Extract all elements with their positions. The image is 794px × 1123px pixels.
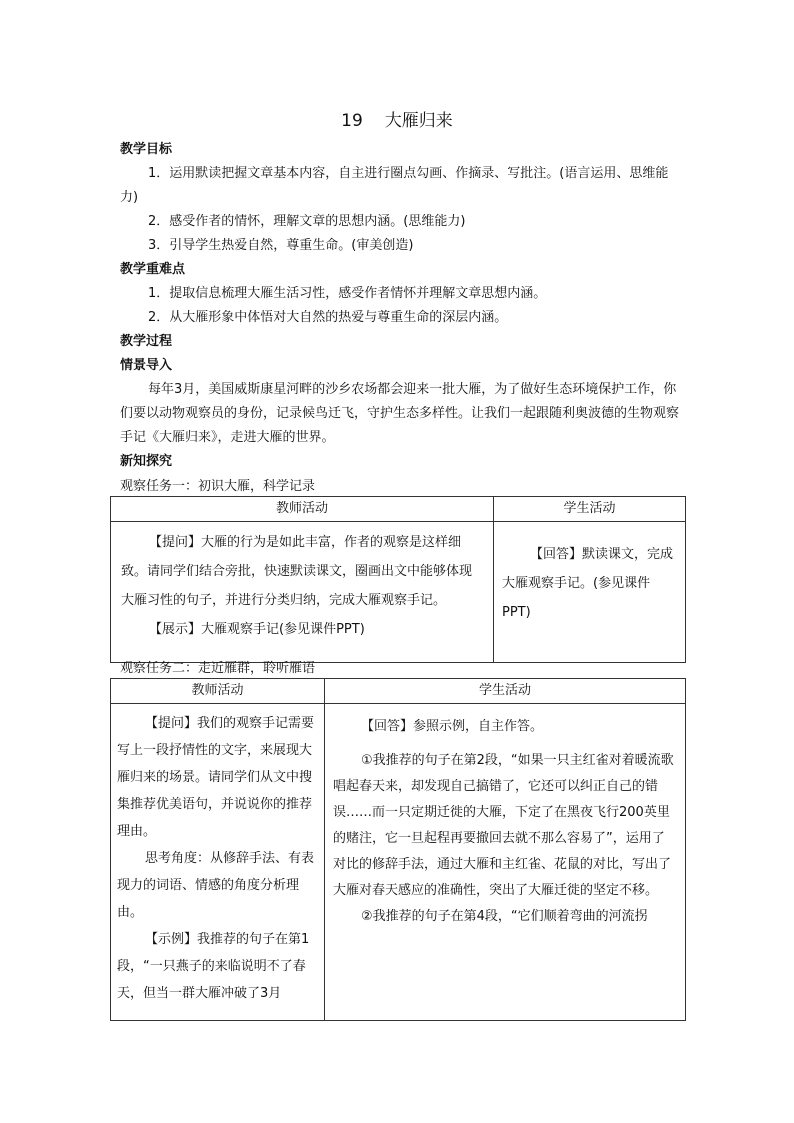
goal-item-3: 3．引导学生热爱自然，尊重生命。(审美创造)	[148, 238, 414, 253]
task2-table	[110, 678, 686, 1021]
goals-section	[120, 138, 686, 258]
difficulties-heading: 教学重难点	[120, 262, 186, 277]
lesson-title	[0, 106, 794, 131]
task1-teacher-cell	[111, 522, 494, 663]
task1-student-cell	[494, 522, 686, 663]
task2-student-cell	[325, 704, 686, 1021]
intro-text: 每年3月，美国威斯康星河畔的沙乡农场都会迎来一批大雁，为了做好生态环境保护工作，你们要以动物观察员的身份，记录候鸟迁飞，守护生态多样性。让我们一起跟随利奥波德的生物观察手记《大雁归来》，走进大雁的世界。	[120, 382, 680, 445]
task1-teacher-question: 【提问】大雁的行为是如此丰富，作者的观察是这样细致。请同学们结合旁批，快速默读课文，圈画出文中能够体现大雁习性的句子，并进行分类归纳，完成大雁观察手记。	[121, 535, 473, 608]
explore-heading: 新知探究	[120, 454, 173, 469]
task1-teacher-show: 【展示】大雁观察手记(参见课件PPT)	[149, 622, 365, 637]
process-section	[120, 330, 686, 474]
task2-teacher-example: 【示例】我推荐的句子在第1段，“一只燕子的来临说明不了春天，但当一群大雁冲破了3月	[117, 932, 310, 1001]
lesson-number: 19	[341, 111, 363, 131]
difficulty-item-2: 2．从大雁形象中体悟对大自然的热爱与尊重生命的深层内涵。	[148, 310, 508, 325]
task2-header-student: 学生活动	[325, 679, 686, 704]
task2-teacher-angle: 思考角度：从修辞手法、有表现力的词语、情感的角度分析理由。	[117, 851, 315, 920]
task2-header-teacher: 教师活动	[111, 679, 325, 704]
lesson-name: 大雁归来	[384, 111, 453, 131]
task2-teacher-cell	[111, 704, 325, 1021]
task1-student-answer: 【回答】默读课文，完成大雁观察手记。(参见课件PPT)	[502, 547, 674, 620]
goals-heading: 教学目标	[120, 142, 173, 157]
task1-title: 观察任务一：初识大雁，科学记录	[120, 479, 316, 494]
task1-table	[110, 496, 686, 663]
task2-title: 观察任务二：走近雁群，聆听雁语	[120, 661, 316, 676]
task2-teacher-question: 【提问】我们的观察手记需要写上一段抒情性的文字，来展现大雁归来的场景。请同学们从文中搜集推荐优美语句，并说说你的推荐理由。	[117, 716, 315, 839]
process-heading: 教学过程	[120, 334, 173, 349]
task2-student-item1: ①我推荐的句子在第2段，“如果一只主红雀对着暖流歌唱起春天来，却发现自己搞错了，它还可以纠正自己的错误……而一只定期迁徙的大雁，下定了在黑夜飞行200英里的赌注，它一旦起程再要撤回去就不那么容易了”，运用了对比的修辞手法，通过大雁和主红雀、花鼠的对比，写出了大雁对春天感应的准确性，突出了大雁迁徙的坚定不移。	[333, 753, 674, 898]
task1-header-teacher: 教师活动	[111, 497, 494, 522]
goal-item-1: 1．运用默读把握文章基本内容，自主进行圈点勾画、作摘录、写批注。(语言运用、思维能力)	[120, 166, 669, 205]
difficulties-section	[120, 258, 686, 330]
task2-student-item2: ②我推荐的句子在第4段，“它们顺着弯曲的河流拐	[361, 909, 648, 924]
intro-heading: 情景导入	[120, 358, 173, 373]
task2-student-answer: 【回答】参照示例，自主作答。	[361, 719, 544, 734]
task1-header-student: 学生活动	[494, 497, 686, 522]
difficulty-item-1: 1．提取信息梳理大雁生活习性，感受作者情怀并理解文章思想内涵。	[148, 286, 547, 301]
goal-item-2: 2．感受作者的情怀，理解文章的思想内涵。(思维能力)	[148, 214, 466, 229]
